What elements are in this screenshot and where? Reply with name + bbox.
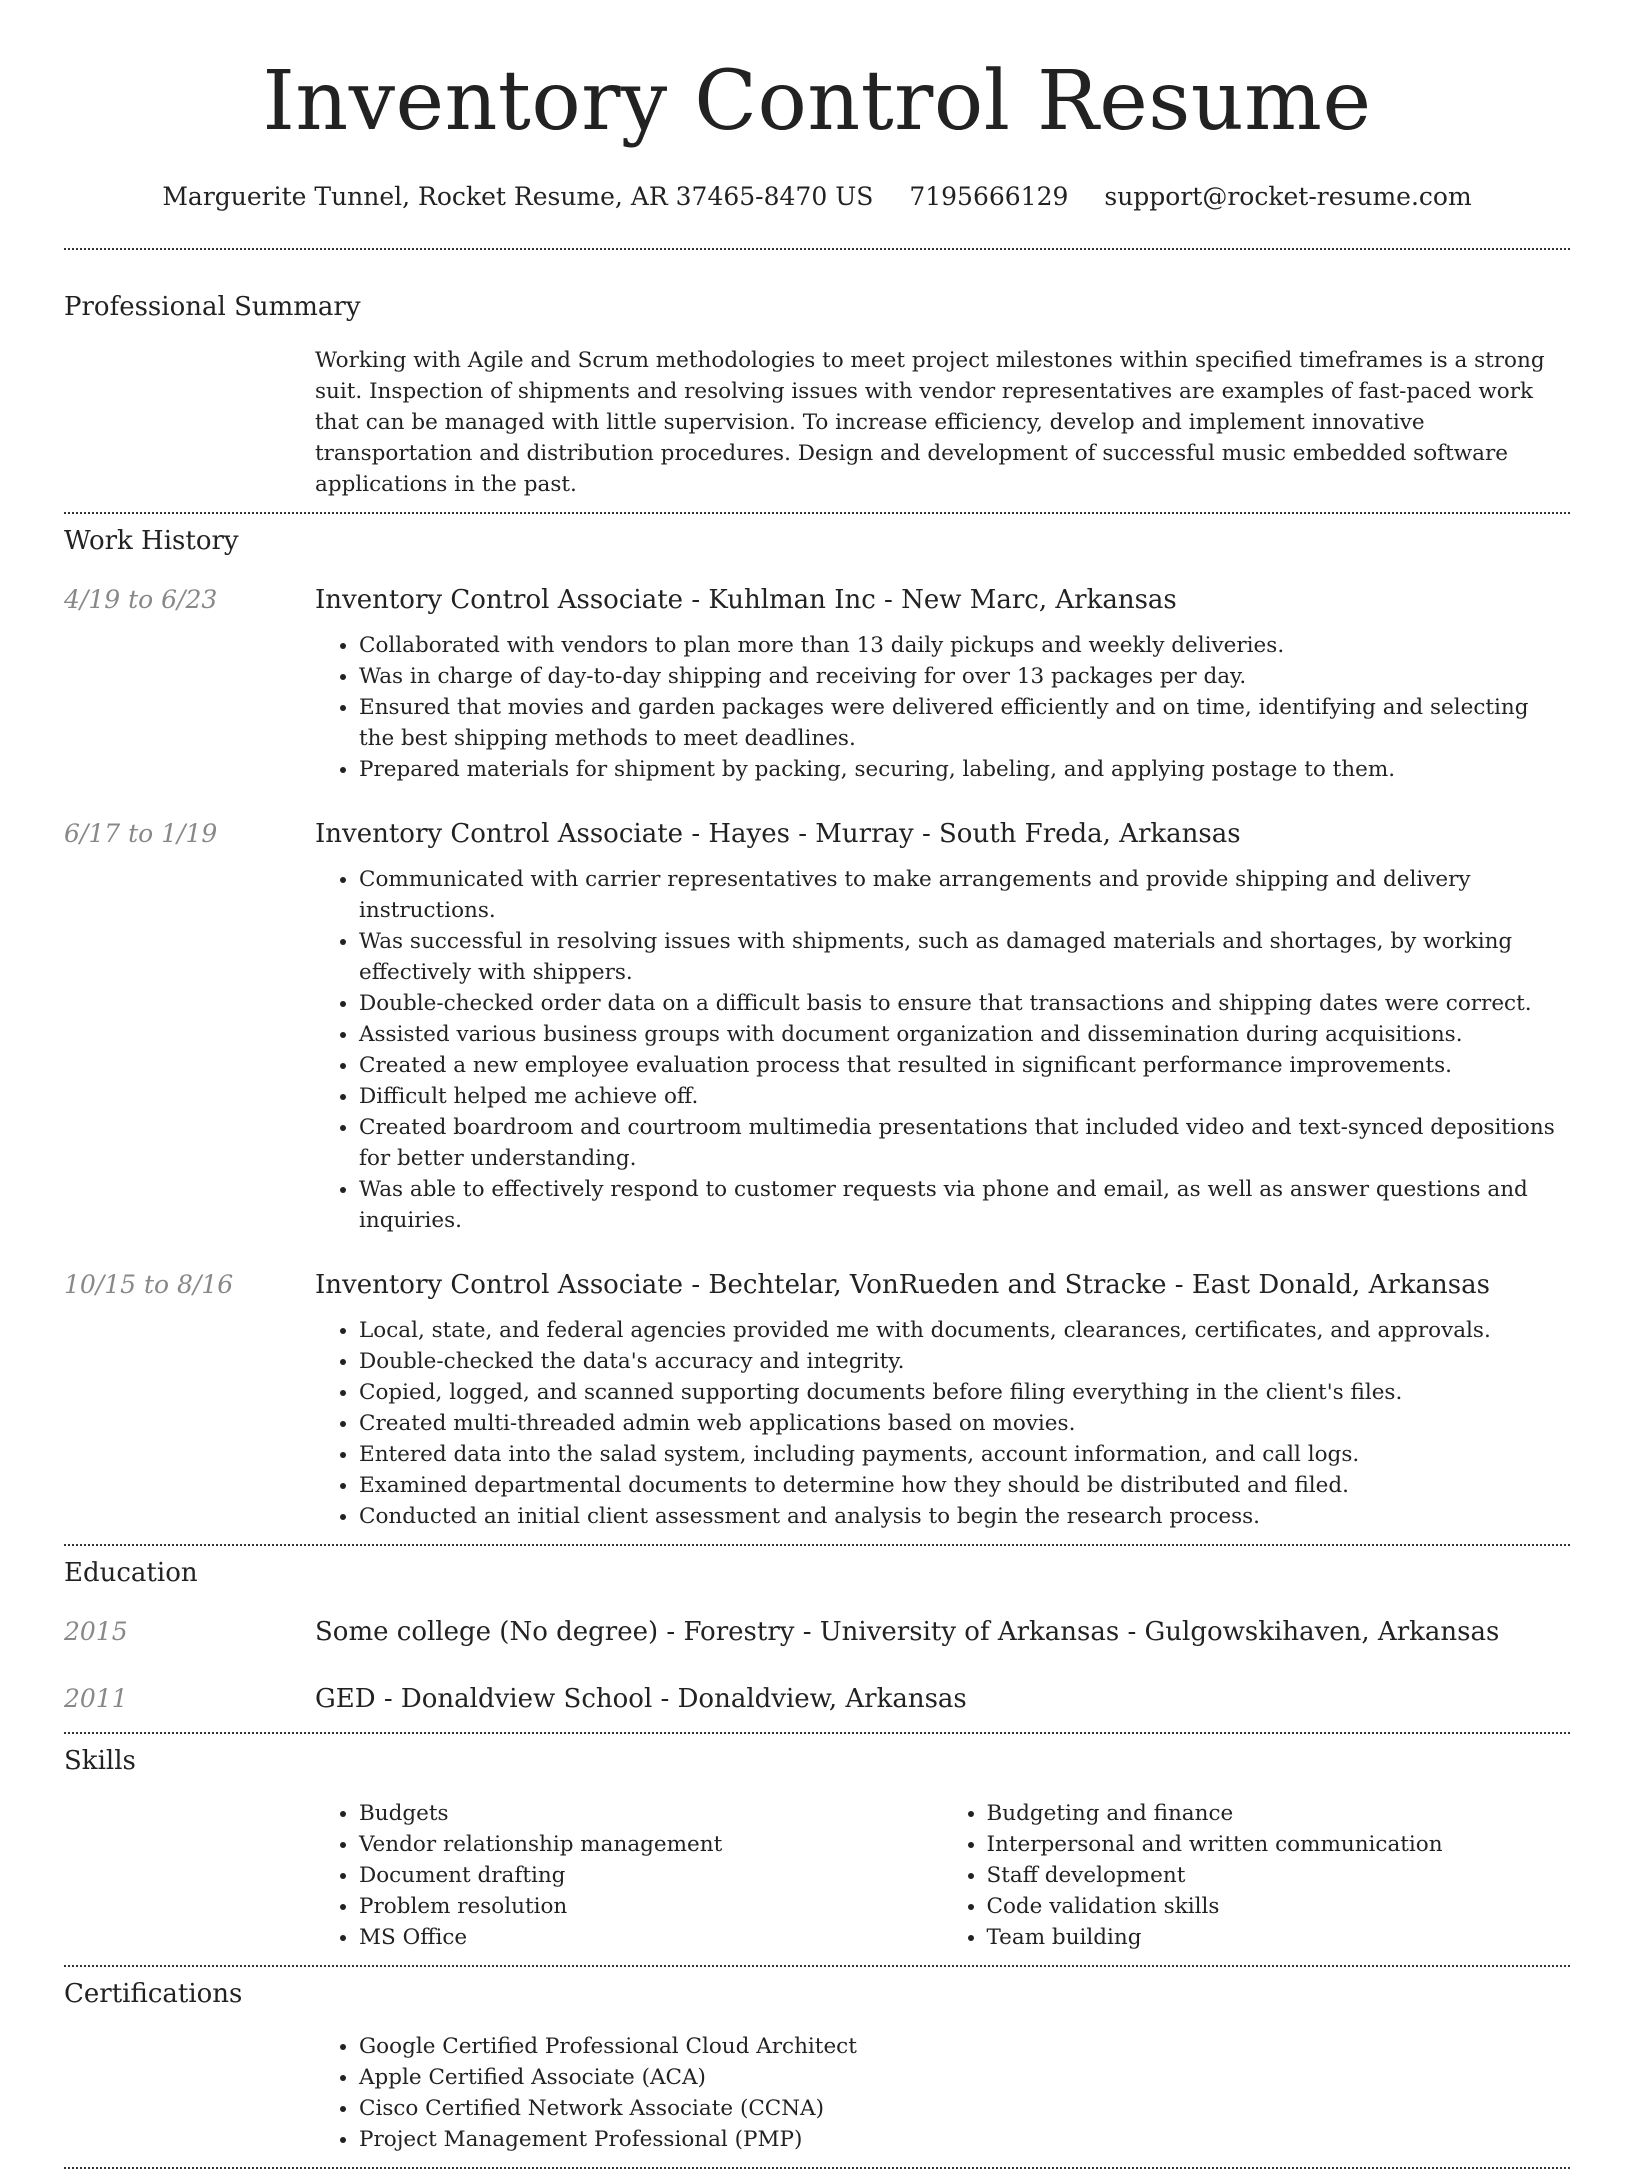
list-item: • Copied, logged, and scanned supporting documents before filing everything in the client's files. — [359, 1377, 1570, 1408]
list-item: • Project Management Professional (PMP) — [359, 2124, 1570, 2155]
list-item: • Was able to effectively respond to customer requests via phone and email, as well as answer questions and inquiries. — [359, 1174, 1570, 1236]
job-bullets — [315, 864, 1570, 1236]
list-item: • Difficult helped me achieve off. — [359, 1081, 1570, 1112]
skills-list-right — [943, 1798, 1571, 1953]
list-item: • Was in charge of day-to-day shipping and receiving for over 13 packages per day. — [359, 661, 1570, 692]
list-item: • Budgets — [359, 1798, 943, 1829]
education-text: Some college (No degree) - Forestry - University of Arkansas - Gulgowskihaven, Arkansas — [315, 1617, 1500, 1647]
certifications-section — [64, 1977, 1570, 2155]
list-item: • Collaborated with vendors to plan more than 13 daily pickups and weekly deliveries. — [359, 630, 1570, 661]
list-item: • Double-checked the data's accuracy and integrity. — [359, 1346, 1570, 1377]
list-item: • Google Certified Professional Cloud Architect — [359, 2031, 1570, 2062]
list-item: • Was successful in resolving issues with shipments, such as damaged materials and shortages, by working effectively with shippers. — [359, 926, 1570, 988]
certifications-list — [315, 2031, 1570, 2155]
list-item: • Cisco Certified Network Associate (CCNA) — [359, 2093, 1570, 2124]
list-item: • Communicated with carrier representatives to make arrangements and provide shipping and delivery instructions. — [359, 864, 1570, 926]
job-entry — [64, 817, 1570, 1236]
list-item: • MS Office — [359, 1922, 943, 1953]
work-section — [64, 524, 1570, 1532]
job-entry — [64, 583, 1570, 785]
certifications-heading: Certifications — [64, 1979, 243, 2009]
section-divider — [64, 1732, 1570, 1734]
list-item: • Conducted an initial client assessment and analysis to begin the research process. — [359, 1501, 1570, 1532]
list-item: • Created multi-threaded admin web applications based on movies. — [359, 1408, 1570, 1439]
list-item: • Prepared materials for shipment by packing, securing, labeling, and applying postage to them. — [359, 754, 1570, 785]
list-item: • Ensured that movies and garden packages were delivered efficiently and on time, identifying and selecting the best shipping methods to meet deadlines. — [359, 692, 1570, 754]
section-divider — [64, 1544, 1570, 1546]
list-item: • Apple Certified Associate (ACA) — [359, 2062, 1570, 2093]
contact-phone: 7195666129 — [909, 182, 1069, 211]
contact-address: Marguerite Tunnel, Rocket Resume, AR 37465-8470 US — [162, 182, 874, 211]
list-item: • Code validation skills — [987, 1891, 1571, 1922]
skills-heading: Skills — [64, 1746, 136, 1776]
list-item: • Assisted various business groups with document organization and dissemination during acquisitions. — [359, 1019, 1570, 1050]
list-item: • Double-checked order data on a difficult basis to ensure that transactions and shipping dates were correct. — [359, 988, 1570, 1019]
resume-header — [64, 0, 1570, 214]
summary-text: Working with Agile and Scrum methodologies to meet project milestones within specified timeframes is a strong suit. Inspection of shipments and resolving issues with vendor representatives are examples of fast-paced work that can be managed with little supervision. To increase efficiency, develop and implement innovative transportation and distribution procedures. Design and development of successful music embedded software applications in the past. — [315, 348, 1545, 497]
skills-list-left — [315, 1798, 943, 1953]
list-item: • Budgeting and finance — [987, 1798, 1571, 1829]
job-dates: 6/17 to 1/19 — [64, 819, 218, 848]
list-item: • Examined departmental documents to determine how they should be distributed and filed. — [359, 1470, 1570, 1501]
education-year: 2015 — [64, 1617, 128, 1646]
education-entry — [64, 1682, 1570, 1716]
job-dates: 10/15 to 8/16 — [64, 1270, 234, 1299]
skills-section — [64, 1744, 1570, 1953]
job-title: Inventory Control Associate - Bechtelar, VonRueden and Stracke - East Donald, Arkansas — [315, 1270, 1490, 1300]
education-year: 2011 — [64, 1684, 128, 1713]
education-section — [64, 1556, 1570, 1716]
section-divider — [64, 248, 1570, 250]
job-title: Inventory Control Associate - Hayes - Murray - South Freda, Arkansas — [315, 819, 1241, 849]
job-bullets — [315, 1315, 1570, 1532]
job-entry — [64, 1268, 1570, 1532]
list-item: • Entered data into the salad system, including payments, account information, and call logs. — [359, 1439, 1570, 1470]
list-item: • Document drafting — [359, 1860, 943, 1891]
summary-section — [64, 290, 1570, 500]
job-title: Inventory Control Associate - Kuhlman Inc - New Marc, Arkansas — [315, 585, 1177, 615]
list-item: • Created a new employee evaluation process that resulted in significant performance improvements. — [359, 1050, 1570, 1081]
section-divider — [64, 512, 1570, 514]
section-divider — [64, 1965, 1570, 1967]
summary-heading: Professional Summary — [64, 292, 361, 322]
list-item: • Staff development — [987, 1860, 1571, 1891]
list-item: • Interpersonal and written communication — [987, 1829, 1571, 1860]
list-item: • Vendor relationship management — [359, 1829, 943, 1860]
education-entry — [64, 1615, 1570, 1649]
work-heading: Work History — [64, 526, 239, 556]
resume-title: Inventory Control Resume — [262, 54, 1372, 149]
list-item: • Created boardroom and courtroom multimedia presentations that included video and text-synced depositions for better understanding. — [359, 1112, 1570, 1174]
contact-line — [64, 180, 1570, 214]
list-item: • Team building — [987, 1922, 1571, 1953]
education-text: GED - Donaldview School - Donaldview, Arkansas — [315, 1684, 967, 1714]
contact-email: support@rocket-resume.com — [1104, 182, 1472, 211]
job-bullets — [315, 630, 1570, 785]
job-dates: 4/19 to 6/23 — [64, 585, 218, 614]
list-item: • Local, state, and federal agencies provided me with documents, clearances, certificates, and approvals. — [359, 1315, 1570, 1346]
education-heading: Education — [64, 1558, 198, 1588]
resume-page — [64, 0, 1570, 2169]
list-item: • Problem resolution — [359, 1891, 943, 1922]
